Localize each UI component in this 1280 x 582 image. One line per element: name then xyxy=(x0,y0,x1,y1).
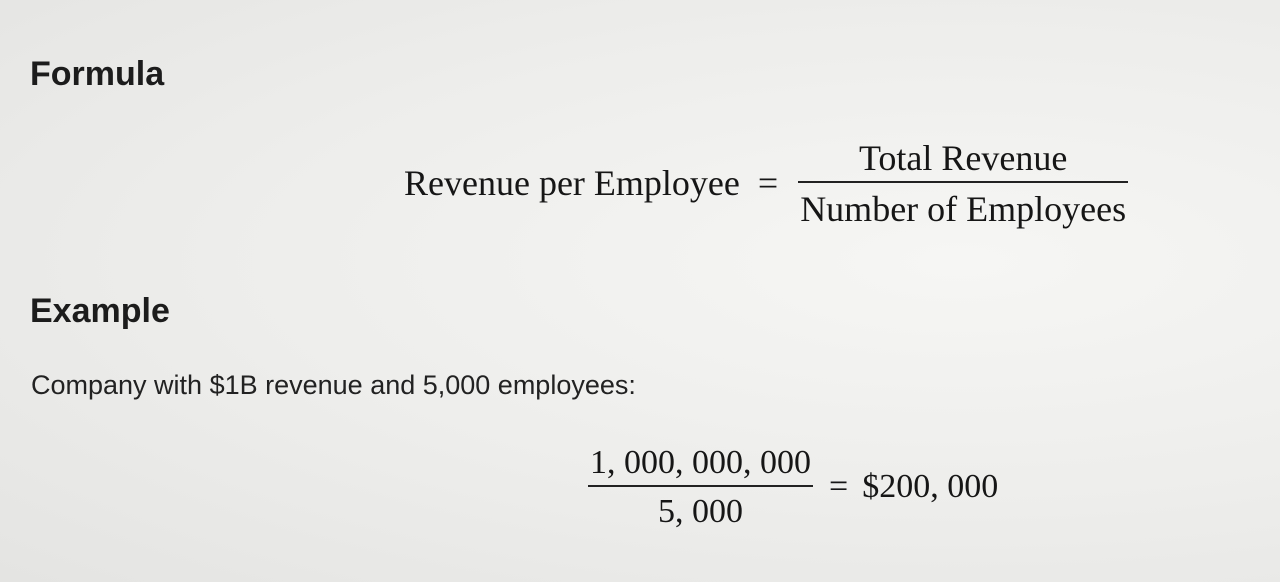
formula-lhs: Revenue per Employee xyxy=(404,163,740,204)
formula-fraction xyxy=(798,140,1128,227)
example-denominator: 5, 000 xyxy=(658,492,743,530)
example-numerator: 1, 000, 000, 000 xyxy=(590,444,811,481)
example-equals-sign: = xyxy=(829,468,849,506)
formula-denominator: Number of Employees xyxy=(800,188,1127,229)
formula-heading: Formula xyxy=(30,55,165,93)
formula-equals-sign: = xyxy=(757,163,779,204)
example-description: Company with $1B revenue and 5,000 employees: xyxy=(31,370,636,400)
example-heading: Example xyxy=(30,292,170,330)
formula-numerator: Total Revenue xyxy=(858,138,1068,178)
formula-equation xyxy=(404,140,1128,227)
example-fraction xyxy=(588,446,813,529)
example-result: $200, 000 xyxy=(862,468,999,506)
example-equation xyxy=(588,446,998,529)
